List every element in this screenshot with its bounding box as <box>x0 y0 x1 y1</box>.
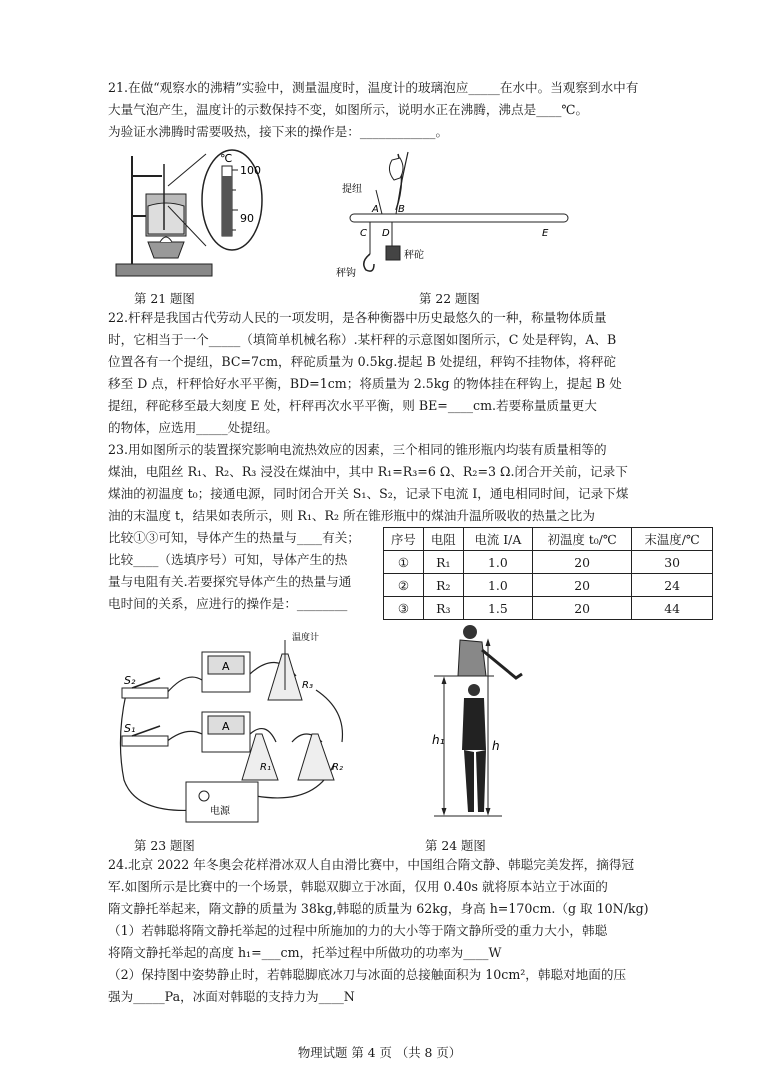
thermo-90-label: 90 <box>240 212 254 225</box>
page-footer: 物理试题 第 4 页 （共 8 页） <box>297 1045 462 1060</box>
table-cell: 20 <box>533 597 632 620</box>
table-cell: 1.0 <box>463 574 532 597</box>
q21-line-1: 21.在做“观察水的沸精”实验中，测量温度时，温度计的玻璃泡应_____在水中。当观察到水中有 <box>108 80 639 95</box>
table-row <box>384 574 713 597</box>
table-cell: 20 <box>533 574 632 597</box>
q24-line-4: （1）若韩聪将隋文静托举起的过程中所施加的力的大小等于隋文静所受的重力大小，韩聪 <box>108 923 608 938</box>
table-cell: ② <box>384 574 424 597</box>
switch-s2-label: S₂ <box>124 674 136 687</box>
q23-line-4: 油的末温度 t，结果如表所示，则 R₁、R₂ 所在锥形瓶中的煤油升温所吸收的热量之比为 <box>108 508 595 523</box>
thermo-100-label: 100 <box>240 164 261 177</box>
table-cell: 44 <box>632 597 713 620</box>
q22-line-1: 22.杆秤是我国古代劳动人民的一项发明，是各种衡器中历史最悠久的一种，称量物体质量 <box>108 310 607 325</box>
table-cell: 30 <box>632 551 713 574</box>
ammeter-1-label: A <box>222 660 230 673</box>
h1-label: h₁ <box>432 733 445 747</box>
q23-results-table <box>383 527 713 620</box>
q24-line-2: 军.如图所示是比赛中的一个场景，韩聪双脚立于冰面，仅用 0.40s 就将原本站立于冰面的 <box>108 879 608 894</box>
q22-line-4: 移至 D 点，杆秤恰好水平平衡，BD=1cm；将质量为 2.5kg 的物体挂在秤钩上，提起 B 处 <box>108 376 622 391</box>
table-cell: R₁ <box>423 551 463 574</box>
q23-line-3: 煤油的初温度 t₀；接通电源，同时闭合开关 S₁、S₂，记录下电流 I，通电相同时间，记录下煤 <box>108 486 629 501</box>
thermo-unit-label: ℃ <box>220 152 233 165</box>
q23-left-line-3: 量与电阻有关.若要探究导体产生的热量与通 <box>108 574 352 589</box>
r2-label: R₂ <box>332 762 343 773</box>
table-header: 电流 I/A <box>463 528 532 551</box>
figure-23-circuit <box>106 630 384 830</box>
table-cell: ① <box>384 551 424 574</box>
weight-label: 秤砣 <box>404 250 424 261</box>
q22-line-5: 提纽，秤砣移至最大刻度 E 处，杆秤再次水平平衡，则 BE=____cm.若要称量质量更大 <box>108 398 597 413</box>
switch-s1-label: S₁ <box>124 722 136 735</box>
q24-line-7: 强为_____Pa，冰面对韩聪的支持力为____N <box>108 989 355 1004</box>
figure-24-skaters <box>430 620 540 832</box>
point-a-label: A <box>372 204 379 215</box>
table-cell: R₃ <box>423 597 463 620</box>
table-cell: 1.0 <box>463 551 532 574</box>
caption-fig24: 第 24 题图 <box>425 838 486 853</box>
point-e-label: E <box>542 228 549 239</box>
r1-label: R₁ <box>260 762 271 773</box>
point-c-label: C <box>360 228 367 239</box>
table-header: 序号 <box>384 528 424 551</box>
q22-line-2: 时，它相当于一个_____（填简单机械名称）.某杆秤的示意图如图所示，C 处是秤钩，A、B <box>108 332 617 347</box>
caption-fig21: 第 21 题图 <box>134 291 195 306</box>
figure-22-steelyard <box>336 150 572 284</box>
r3-label: R₃ <box>302 680 313 691</box>
caption-fig23: 第 23 题图 <box>134 838 195 853</box>
table-cell: R₂ <box>423 574 463 597</box>
point-b-label: B <box>398 204 405 215</box>
thermometer-label: 温度计 <box>292 633 320 643</box>
h-label: h <box>492 739 500 753</box>
table-row <box>384 551 713 574</box>
table-cell: 24 <box>632 574 713 597</box>
ammeter-2-label: A <box>222 720 230 733</box>
q21-line-3: 为验证水沸腾时需要吸热，接下来的操作是：____________。 <box>108 124 449 139</box>
q23-line-2: 煤油，电阻丝 R₁、R₂、R₃ 浸没在煤油中，其中 R₁=R₃=6 Ω、R₂=3 Ω.闭合开关前，记录下 <box>108 464 628 479</box>
caption-fig22: 第 22 题图 <box>419 291 480 306</box>
hook-label: 秤钩 <box>336 268 356 279</box>
q23-left-line-1: 比较①③可知，导体产生的热量与____有关； <box>108 530 360 545</box>
table-header: 末温度/℃ <box>632 528 713 551</box>
q24-line-1: 24.北京 2022 年冬奥会花样滑冰双人自由滑比赛中，中国组合隋文静、韩聪完美发挥，摘得冠 <box>108 857 635 872</box>
power-supply-label: 电源 <box>210 806 230 817</box>
q21-line-2: 大量气泡产生，温度计的示数保持不变，如图所示，说明水正在沸腾，沸点是____℃。 <box>108 102 589 117</box>
q22-line-3: 位置各有一个提纽，BC=7cm，秤砣质量为 0.5kg.提起 B 处提纽，秤钩不挂物体，将秤砣 <box>108 354 617 369</box>
figure-21-boiling-apparatus <box>110 146 270 284</box>
table-cell: 1.5 <box>463 597 532 620</box>
q24-line-5: 将隋文静托举起的高度 h₁=___cm，托举过程中所做功的功率为____W <box>108 945 502 960</box>
table-row <box>384 597 713 620</box>
point-d-label: D <box>382 228 390 239</box>
table-cell: 20 <box>533 551 632 574</box>
q23-line-1: 23.用如图所示的装置探究影响电流热效应的因素，三个相同的锥形瓶内均装有质量相等的 <box>108 442 607 457</box>
table-cell: ③ <box>384 597 424 620</box>
tinu-label: 提纽 <box>342 184 362 195</box>
table-header: 电阻 <box>423 528 463 551</box>
q23-left-line-4: 电时间的关系，应进行的操作是：________ <box>108 596 348 611</box>
q24-line-6: （2）保持图中姿势静止时，若韩聪脚底冰刀与冰面的总接触面积为 10cm²，韩聪对地面的压 <box>108 967 627 982</box>
q23-left-line-2: 比较____（选填序号）可知，导体产生的热 <box>108 552 348 567</box>
table-header-row <box>384 528 713 551</box>
q24-line-3: 隋文静托举起来，隋文静的质量为 38kg,韩聪的质量为 62kg，身高 h=170cm.（g 取 10N/kg) <box>108 901 649 916</box>
table-header: 初温度 t₀/℃ <box>533 528 632 551</box>
q22-line-6: 的物体，应选用_____处提纽。 <box>108 420 279 435</box>
